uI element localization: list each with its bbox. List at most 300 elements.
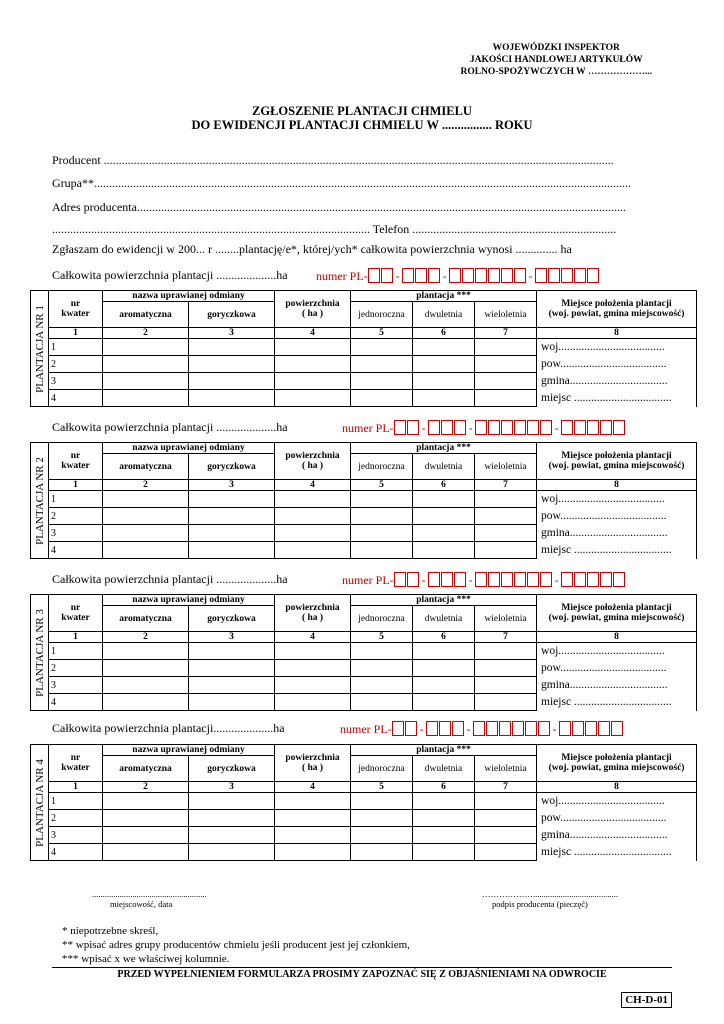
data-cell[interactable] xyxy=(413,356,475,373)
data-cell[interactable] xyxy=(475,508,537,525)
data-cell[interactable] xyxy=(103,643,189,660)
pl-digit-box[interactable] xyxy=(428,268,440,283)
plantation-table xyxy=(30,744,697,861)
total-area-field[interactable]: Całkowita powierzchnia plantacji....................ha xyxy=(52,721,285,735)
pl-digit-box[interactable] xyxy=(439,721,451,736)
data-cell[interactable] xyxy=(103,339,189,356)
form-code: CH-D-01 xyxy=(621,992,672,1008)
nr-kwater-header xyxy=(49,443,103,480)
data-cell[interactable] xyxy=(189,542,275,559)
adres-field[interactable]: Adres producenta................................................................................................................................................................... xyxy=(52,200,626,214)
data-cell[interactable] xyxy=(413,542,475,559)
footnote-2: ** wpisać adres grupy producentów chmielu jeśli producent jest jej członkiem, xyxy=(62,939,410,951)
pl-digit-box[interactable] xyxy=(600,420,612,435)
pl-digit-box[interactable] xyxy=(587,420,599,435)
location-line[interactable]: miejsc .................................. xyxy=(537,542,697,559)
pl-digit-box[interactable] xyxy=(559,721,571,736)
pl-digit-box[interactable] xyxy=(527,572,539,587)
total-area-field[interactable]: Całkowita powierzchnia plantacji ....................ha xyxy=(52,572,288,586)
data-cell[interactable] xyxy=(475,491,537,508)
data-cell[interactable] xyxy=(413,844,475,861)
column-number: 2 xyxy=(103,632,189,643)
form-title xyxy=(0,104,724,132)
data-cell[interactable] xyxy=(189,339,275,356)
data-cell[interactable] xyxy=(475,525,537,542)
pl-separator: - xyxy=(528,269,533,283)
footnotes xyxy=(62,924,410,966)
data-cell[interactable] xyxy=(351,542,413,559)
kwater-label: kwater xyxy=(61,461,90,471)
data-cell[interactable] xyxy=(351,356,413,373)
data-cell[interactable] xyxy=(189,660,275,677)
data-cell[interactable] xyxy=(275,643,351,660)
plantation-group-header: plantacja *** xyxy=(351,291,537,302)
data-cell[interactable] xyxy=(189,491,275,508)
location-line[interactable]: woj..................................... xyxy=(537,491,697,508)
data-cell[interactable] xyxy=(413,491,475,508)
data-cell[interactable] xyxy=(475,844,537,861)
aromatic-header: aromatyczna xyxy=(103,302,189,328)
data-cell[interactable] xyxy=(475,827,537,844)
place-date-label: miejscowość, data xyxy=(110,899,173,909)
data-cell[interactable] xyxy=(475,793,537,810)
pl-number-field xyxy=(342,572,626,588)
data-cell[interactable] xyxy=(275,660,351,677)
column-number: 7 xyxy=(475,480,537,491)
data-cell[interactable] xyxy=(475,643,537,660)
pl-digit-box[interactable] xyxy=(611,721,623,736)
data-cell[interactable] xyxy=(275,356,351,373)
plantation-group-header: plantacja *** xyxy=(351,595,537,606)
aromatic-header: aromatyczna xyxy=(103,454,189,480)
data-cell[interactable] xyxy=(275,810,351,827)
pl-digit-box[interactable] xyxy=(452,721,464,736)
pl-digit-box[interactable] xyxy=(415,268,427,283)
data-cell[interactable] xyxy=(275,694,351,711)
data-cell[interactable] xyxy=(351,508,413,525)
row-number: 3 xyxy=(49,677,103,694)
data-cell[interactable] xyxy=(351,339,413,356)
area-header xyxy=(275,595,351,632)
plantation-label-cell xyxy=(31,443,49,559)
area-label: powierzchnia xyxy=(285,603,340,613)
pl-number-label: numer PL- xyxy=(340,722,392,736)
location-line[interactable]: miejsc .................................. xyxy=(537,694,697,711)
column-number: 5 xyxy=(351,480,413,491)
data-cell[interactable] xyxy=(275,677,351,694)
nr-label: nr xyxy=(70,753,81,763)
data-cell[interactable] xyxy=(103,827,189,844)
data-cell[interactable] xyxy=(351,827,413,844)
pl-digit-box[interactable] xyxy=(585,721,597,736)
row-number: 2 xyxy=(49,508,103,525)
pl-digit-box[interactable] xyxy=(407,572,419,587)
data-cell[interactable] xyxy=(275,508,351,525)
producer-signature-dots[interactable]: ………………........................................ xyxy=(482,889,618,899)
pl-digit-box[interactable] xyxy=(598,721,610,736)
pl-separator: - xyxy=(468,573,473,587)
row-number: 2 xyxy=(49,810,103,827)
data-cell[interactable] xyxy=(351,793,413,810)
plantation-group-header: plantacja *** xyxy=(351,745,537,756)
location-line[interactable]: pow..................................... xyxy=(537,660,697,677)
data-cell[interactable] xyxy=(475,660,537,677)
pl-digit-box[interactable] xyxy=(501,420,513,435)
row-number: 1 xyxy=(49,491,103,508)
pl-digit-box[interactable] xyxy=(572,721,584,736)
pl-digit-box[interactable] xyxy=(454,572,466,587)
location-line[interactable]: woj..................................... xyxy=(537,339,697,356)
pl-digit-box[interactable] xyxy=(368,268,380,283)
pl-digit-box[interactable] xyxy=(405,721,417,736)
bitter-header: goryczkowa xyxy=(189,756,275,782)
zglaszam-field[interactable]: Zgłaszam do ewidencji w 200... r ........plantację/e*, której/ych* całkowita powierzchnia wynosi .............. ha xyxy=(52,242,572,256)
column-number: 3 xyxy=(189,328,275,339)
nr-kwater-header xyxy=(49,745,103,782)
data-cell[interactable] xyxy=(275,844,351,861)
pl-digit-box[interactable] xyxy=(561,268,573,283)
pl-digit-box[interactable] xyxy=(392,721,404,736)
data-cell[interactable] xyxy=(189,793,275,810)
pl-digit-box[interactable] xyxy=(540,420,552,435)
inspector-header xyxy=(460,42,652,78)
location-line[interactable]: gmina.................................. xyxy=(537,827,697,844)
pl-digit-box[interactable] xyxy=(475,268,487,283)
column-number: 4 xyxy=(275,328,351,339)
pl-digit-box[interactable] xyxy=(561,420,573,435)
place-date-signature xyxy=(92,889,207,909)
data-cell[interactable] xyxy=(275,793,351,810)
data-cell[interactable] xyxy=(103,491,189,508)
data-cell[interactable] xyxy=(189,677,275,694)
pl-digit-box[interactable] xyxy=(441,420,453,435)
pl-digit-box[interactable] xyxy=(475,420,487,435)
total-area-line xyxy=(52,268,288,283)
location-line[interactable]: miejsc .................................. xyxy=(537,390,697,407)
pl-digit-box[interactable] xyxy=(462,268,474,283)
column-number: 6 xyxy=(413,480,475,491)
pl-digit-box[interactable] xyxy=(548,268,560,283)
data-cell[interactable] xyxy=(351,844,413,861)
row-number: 3 xyxy=(49,827,103,844)
data-cell[interactable] xyxy=(413,660,475,677)
column-number: 8 xyxy=(537,632,697,643)
pl-digit-box[interactable] xyxy=(394,420,406,435)
pl-digit-box[interactable] xyxy=(499,721,511,736)
biennial-header: dwuletnia xyxy=(413,756,475,782)
pl-digit-box[interactable] xyxy=(486,721,498,736)
data-cell[interactable] xyxy=(275,491,351,508)
column-number: 4 xyxy=(275,782,351,793)
location-line[interactable]: miejsc .................................. xyxy=(537,844,697,861)
data-cell[interactable] xyxy=(189,810,275,827)
header-line-3: ROLNO-SPOŻYWCZYCH W ………………... xyxy=(460,67,652,77)
location-header xyxy=(537,595,697,632)
location-label: Miejsce położenia plantacji xyxy=(561,603,672,613)
pl-digit-box[interactable] xyxy=(449,268,461,283)
data-cell[interactable] xyxy=(189,373,275,390)
pl-digit-box[interactable] xyxy=(587,572,599,587)
producent-field[interactable]: Producent .......................................................................................................................................................................... xyxy=(52,153,614,167)
pl-separator: - xyxy=(554,573,559,587)
data-cell[interactable] xyxy=(351,694,413,711)
location-header xyxy=(537,443,697,480)
data-cell[interactable] xyxy=(189,508,275,525)
plantation-label: PLANTACJA NR 1 xyxy=(33,304,46,393)
column-number: 3 xyxy=(189,782,275,793)
location-sub-label: (woj. powiat, gmina miejscowość) xyxy=(548,613,685,623)
column-number: 7 xyxy=(475,328,537,339)
pl-digit-box[interactable] xyxy=(441,572,453,587)
pl-digit-box[interactable] xyxy=(613,420,625,435)
location-header xyxy=(537,745,697,782)
data-cell[interactable] xyxy=(103,373,189,390)
pl-digit-box[interactable] xyxy=(600,572,612,587)
location-line[interactable]: woj..................................... xyxy=(537,643,697,660)
pl-digit-box[interactable] xyxy=(473,721,485,736)
nr-kwater-header xyxy=(49,291,103,328)
data-cell[interactable] xyxy=(475,677,537,694)
data-cell[interactable] xyxy=(475,542,537,559)
data-cell[interactable] xyxy=(189,390,275,407)
pl-digit-box[interactable] xyxy=(402,268,414,283)
pl-separator: - xyxy=(421,421,426,435)
plantation-label: PLANTACJA NR 3 xyxy=(33,608,46,697)
pl-number-field xyxy=(340,721,624,737)
data-cell[interactable] xyxy=(103,525,189,542)
pl-separator: - xyxy=(554,421,559,435)
location-line[interactable]: gmina.................................. xyxy=(537,677,697,694)
data-cell[interactable] xyxy=(103,810,189,827)
data-cell[interactable] xyxy=(413,525,475,542)
column-number: 7 xyxy=(475,632,537,643)
footnote-1: * niepotrzebne skreśl, xyxy=(62,925,159,937)
data-cell[interactable] xyxy=(413,390,475,407)
pl-separator: - xyxy=(395,269,400,283)
total-area-field[interactable]: Całkowita powierzchnia plantacji ....................ha xyxy=(52,268,288,282)
data-cell[interactable] xyxy=(413,810,475,827)
pl-digit-box[interactable] xyxy=(381,268,393,283)
nr-kwater-header xyxy=(49,595,103,632)
pl-digit-box[interactable] xyxy=(488,420,500,435)
pl-digit-box[interactable] xyxy=(525,721,537,736)
data-cell[interactable] xyxy=(103,844,189,861)
data-cell[interactable] xyxy=(275,525,351,542)
data-cell[interactable] xyxy=(103,793,189,810)
data-cell[interactable] xyxy=(413,508,475,525)
variety-group-header: nazwa uprawianej odmiany xyxy=(103,745,275,756)
data-cell[interactable] xyxy=(103,660,189,677)
column-number: 5 xyxy=(351,632,413,643)
pl-digit-box[interactable] xyxy=(527,420,539,435)
pl-digit-box[interactable] xyxy=(407,420,419,435)
data-cell[interactable] xyxy=(413,694,475,711)
pl-digit-box[interactable] xyxy=(574,268,586,283)
total-area-line xyxy=(52,721,285,736)
column-number: 1 xyxy=(49,782,103,793)
pl-number-label: numer PL- xyxy=(316,269,368,283)
row-number: 3 xyxy=(49,525,103,542)
data-cell[interactable] xyxy=(351,390,413,407)
data-cell[interactable] xyxy=(275,827,351,844)
data-cell[interactable] xyxy=(475,810,537,827)
producer-signature xyxy=(482,889,618,909)
total-area-field[interactable]: Całkowita powierzchnia plantacji ....................ha xyxy=(52,420,288,434)
header-line-1: WOJEWÓDZKI INSPEKTOR xyxy=(492,43,620,53)
data-cell[interactable] xyxy=(413,793,475,810)
producer-signature-label: podpis producenta (pieczęć) xyxy=(492,899,588,909)
pl-number-field xyxy=(342,420,626,436)
place-date-dots[interactable]: ...................................................... xyxy=(92,889,207,899)
data-cell[interactable] xyxy=(103,694,189,711)
grupa-field[interactable]: Grupa**................................................................................................................................................................................... xyxy=(52,176,631,190)
data-cell[interactable] xyxy=(413,827,475,844)
area-header xyxy=(275,745,351,782)
pl-digit-box[interactable] xyxy=(426,721,438,736)
data-cell[interactable] xyxy=(475,373,537,390)
column-number: 5 xyxy=(351,328,413,339)
data-cell[interactable] xyxy=(189,525,275,542)
variety-group-header: nazwa uprawianej odmiany xyxy=(103,443,275,454)
pl-digit-box[interactable] xyxy=(512,721,524,736)
data-cell[interactable] xyxy=(189,844,275,861)
data-cell[interactable] xyxy=(275,339,351,356)
data-cell[interactable] xyxy=(275,390,351,407)
location-label: Miejsce położenia plantacji xyxy=(561,753,672,763)
pl-digit-box[interactable] xyxy=(475,572,487,587)
data-cell[interactable] xyxy=(413,677,475,694)
header-line-2: JAKOŚCI HANDLOWEJ ARTYKUŁÓW xyxy=(469,55,643,65)
column-number: 8 xyxy=(537,328,697,339)
data-cell[interactable] xyxy=(189,827,275,844)
location-line[interactable]: pow..................................... xyxy=(537,810,697,827)
column-number: 4 xyxy=(275,480,351,491)
location-line[interactable]: pow..................................... xyxy=(537,508,697,525)
column-number: 4 xyxy=(275,632,351,643)
pl-digit-box[interactable] xyxy=(428,420,440,435)
plantation-table xyxy=(30,442,697,559)
annual-header: jednoroczna xyxy=(351,454,413,480)
final-note: PRZED WYPEŁNIENIEM FORMULARZA PROSIMY ZAPOZNAĆ SIĘ Z OBJAŚNIENIAMI NA ODWROCIE xyxy=(117,969,607,980)
nr-label: nr xyxy=(70,603,81,613)
adres-telefon-field[interactable]: .......................................................................................................... Telefon .................................................................... xyxy=(52,222,617,236)
biennial-header: dwuletnia xyxy=(413,454,475,480)
location-line[interactable]: woj..................................... xyxy=(537,793,697,810)
pl-digit-box[interactable] xyxy=(535,268,547,283)
pl-digit-box[interactable] xyxy=(561,572,573,587)
perennial-header: wieloletnia xyxy=(475,606,537,632)
data-cell[interactable] xyxy=(475,694,537,711)
data-cell[interactable] xyxy=(351,677,413,694)
data-cell[interactable] xyxy=(351,373,413,390)
data-cell[interactable] xyxy=(189,643,275,660)
data-cell[interactable] xyxy=(103,356,189,373)
pl-digit-box[interactable] xyxy=(394,572,406,587)
data-cell[interactable] xyxy=(103,542,189,559)
column-number: 3 xyxy=(189,632,275,643)
data-cell[interactable] xyxy=(103,508,189,525)
perennial-header: wieloletnia xyxy=(475,454,537,480)
pl-digit-box[interactable] xyxy=(574,572,586,587)
pl-digit-box[interactable] xyxy=(613,572,625,587)
data-cell[interactable] xyxy=(275,542,351,559)
pl-separator: - xyxy=(421,573,426,587)
pl-digit-box[interactable] xyxy=(428,572,440,587)
location-label: Miejsce położenia plantacji xyxy=(561,451,672,461)
row-number: 1 xyxy=(49,339,103,356)
annual-header: jednoroczna xyxy=(351,606,413,632)
data-cell[interactable] xyxy=(189,694,275,711)
pl-digit-box[interactable] xyxy=(514,268,526,283)
area-unit-label: ( ha ) xyxy=(301,763,324,773)
pl-digit-box[interactable] xyxy=(514,572,526,587)
area-unit-label: ( ha ) xyxy=(301,613,324,623)
pl-digit-box[interactable] xyxy=(574,420,586,435)
annual-header: jednoroczna xyxy=(351,302,413,328)
pl-number-label: numer PL- xyxy=(342,421,394,435)
data-cell[interactable] xyxy=(351,643,413,660)
location-line[interactable]: gmina.................................. xyxy=(537,373,697,390)
annual-header: jednoroczna xyxy=(351,756,413,782)
pl-separator: - xyxy=(552,722,557,736)
pl-digit-box[interactable] xyxy=(538,721,550,736)
column-number: 7 xyxy=(475,782,537,793)
column-number: 1 xyxy=(49,632,103,643)
plantation-label-cell xyxy=(31,595,49,711)
data-cell[interactable] xyxy=(189,356,275,373)
data-cell[interactable] xyxy=(103,677,189,694)
pl-separator: - xyxy=(419,722,424,736)
pl-digit-box[interactable] xyxy=(501,268,513,283)
pl-digit-box[interactable] xyxy=(454,420,466,435)
kwater-label: kwater xyxy=(61,309,90,319)
data-cell[interactable] xyxy=(351,525,413,542)
data-cell[interactable] xyxy=(475,339,537,356)
plantation-label: PLANTACJA NR 2 xyxy=(33,456,46,545)
pl-digit-box[interactable] xyxy=(488,572,500,587)
column-number: 2 xyxy=(103,782,189,793)
pl-digit-box[interactable] xyxy=(587,268,599,283)
location-sub-label: (woj. powiat, gmina miejscowość) xyxy=(548,763,685,773)
area-unit-label: ( ha ) xyxy=(301,461,324,471)
data-cell[interactable] xyxy=(351,660,413,677)
data-cell[interactable] xyxy=(351,491,413,508)
pl-digit-box[interactable] xyxy=(540,572,552,587)
location-line[interactable]: gmina.................................. xyxy=(537,525,697,542)
pl-digit-box[interactable] xyxy=(514,420,526,435)
pl-digit-box[interactable] xyxy=(488,268,500,283)
nr-label: nr xyxy=(70,451,81,461)
data-cell[interactable] xyxy=(351,810,413,827)
data-cell[interactable] xyxy=(103,390,189,407)
data-cell[interactable] xyxy=(275,373,351,390)
data-cell[interactable] xyxy=(413,373,475,390)
data-cell[interactable] xyxy=(475,390,537,407)
data-cell[interactable] xyxy=(413,643,475,660)
location-line[interactable]: pow..................................... xyxy=(537,356,697,373)
data-cell[interactable] xyxy=(475,356,537,373)
title-line-1: ZGŁOSZENIE PLANTACJI CHMIELU xyxy=(252,104,472,118)
row-number: 2 xyxy=(49,660,103,677)
variety-group-header: nazwa uprawianej odmiany xyxy=(103,595,275,606)
row-number: 2 xyxy=(49,356,103,373)
perennial-header: wieloletnia xyxy=(475,302,537,328)
row-number: 1 xyxy=(49,793,103,810)
pl-number-label: numer PL- xyxy=(342,573,394,587)
pl-digit-box[interactable] xyxy=(501,572,513,587)
column-number: 2 xyxy=(103,328,189,339)
data-cell[interactable] xyxy=(413,339,475,356)
